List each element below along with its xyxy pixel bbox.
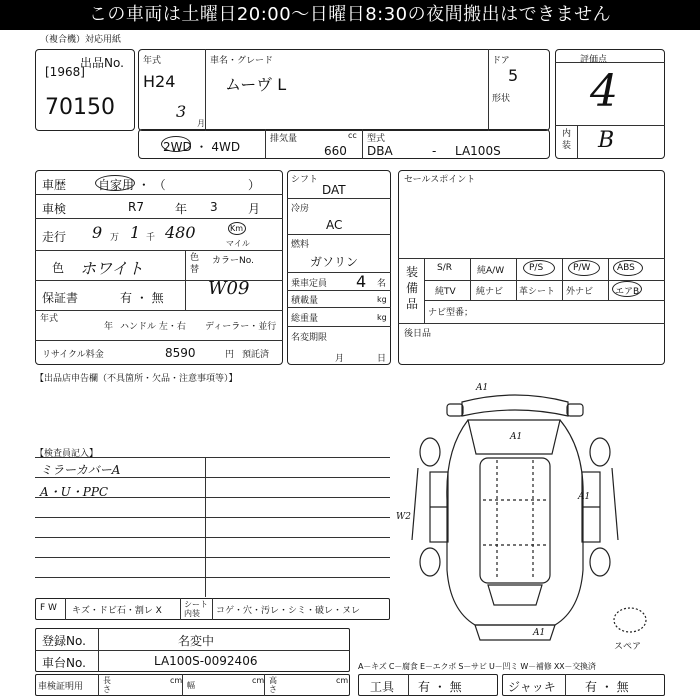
seller-notes-label: 【出品店申告欄（不具箇所・欠品・注意事項等）】 [35,374,238,384]
displacement-label: 排気量 [270,134,298,144]
equip-tv: 純TV [435,287,456,297]
displacement-unit: cc [348,131,357,140]
mark-left: W2 [396,512,411,522]
postscript-label: 後日品 [404,329,432,339]
equip-alloy: 純A/W [477,266,505,276]
load-unit: kg [377,295,387,304]
grade-label: 評価点 [580,55,608,65]
mileage-unit2: 千 [146,233,156,243]
equip-ps: P/S [529,263,544,273]
tools-label: 工具 [370,680,395,694]
recycle-label: リサイクル料金 [42,350,104,360]
dealer-options: ディーラー・並行 [205,322,277,332]
name-change-label: 名変期限 [291,333,328,343]
doors-value: 5 [508,66,519,85]
inspector-note-2: A・U・PPC [40,485,109,499]
inspector-note-1: ミラーカバーA [40,463,121,477]
year-label: 年式 [143,56,162,66]
jack-label: ジャッキ [508,680,556,694]
aircon-value: AC [326,218,343,232]
mark-rear: A1 [533,628,546,638]
color-no-label: カラーNo. [212,256,254,266]
name-change-day: 日 [377,354,387,364]
year-month-unit: 月 [197,119,205,128]
inspector-label: 【検査員記入】 [35,449,99,459]
chassis-label: 車台No. [42,656,86,670]
shift-value: DAT [322,183,346,197]
equip-abs: ABS [617,263,635,273]
lot-code: [1968] [45,65,85,79]
mileage-unit1: 万 [110,233,120,243]
left-year-label: 年式 [40,314,59,324]
type-dash: - [432,144,437,158]
gross-unit: kg [377,313,387,322]
width-label: 幅 [187,681,195,690]
handle-options: ハンドル 左・右 [120,322,186,332]
inspection-year-unit: 年 [175,202,188,216]
name-change-month: 月 [335,354,345,364]
tools-value: 有 ・ 無 [418,680,462,694]
drive-options: 2WD ・ 4WD [163,140,241,154]
fw-label: F W [40,603,57,613]
seat-items: コゲ・穴・汚レ・シミ・破レ・ヌレ [216,606,361,616]
doors-label: ドア [492,56,510,66]
night-delivery-banner: この車両は土曜日20:00～日曜日8:30の夜間搬出はできません [0,0,700,30]
mileage-label: 走行 [42,230,67,244]
fuel-value: ガソリン [310,255,359,269]
damage-legend: A－キズ C－腐食 E－エクボ S－サビ U－凹ミ W－補修 XX－交換済 [358,662,596,671]
year-value: H24 [143,72,176,91]
navi-model-label: ナビ型番； [428,308,474,318]
shape-label: 形状 [492,94,511,104]
equip-navi: 純ナビ [476,287,504,297]
recycle-unit: 円 [225,350,235,360]
seat-label: シート内装 [184,600,208,618]
equip-sr: S/R [437,263,452,273]
registration-status: 名変中 [178,634,215,648]
mileage-km: Km [230,224,244,233]
color-no-value: W09 [208,278,250,299]
mileage-val3: 480 [165,223,196,242]
equip-ext-navi: 外ナビ [566,287,594,297]
grade-value: 4 [590,66,618,117]
history-value: 自家用 ・ （ [98,178,166,192]
mileage-val2: 1 [130,223,141,242]
sales-point-label: セールスポイント [404,175,476,185]
history-label: 車歴 [42,178,67,192]
capacity-unit: 名 [377,279,387,289]
recycle-deposit: 預託済 [242,350,270,360]
lot-label: 出品No. [80,56,124,70]
history-close: ） [248,178,261,192]
inspection-label: 車検 [42,202,67,216]
shift-label: シフト [291,175,319,185]
capacity-value: 4 [356,272,367,291]
equipment-label: 装備品 [406,265,419,311]
color-label: 色 [52,261,65,275]
capacity-label: 乗車定員 [291,279,328,289]
spare-label: スペア [614,642,642,652]
width-unit: cm [252,676,265,685]
gross-label: 総重量 [291,314,319,324]
interior-value: B [598,128,615,153]
load-label: 積載量 [291,296,319,306]
mileage-val1: 9 [92,223,103,242]
mark-front: A1 [476,383,489,393]
jack-value: 有 ・ 無 [585,680,629,694]
color-value: ホワイト [80,259,144,278]
interior-label: 内装 [562,129,572,151]
inspection-month-unit: 月 [248,202,261,216]
height-unit: cm [336,676,349,685]
warranty-value: 有 ・ 無 [120,291,164,305]
mark-roof: A1 [510,432,523,442]
aircon-label: 冷房 [291,204,310,214]
equip-leather: 革シート [519,287,556,297]
size-label: 車検証明用 [38,682,84,692]
left-year-unit: 年 [104,322,114,332]
warranty-label: 保証書 [42,291,79,305]
equip-airbag: エアB [615,287,640,297]
registration-label: 登録No. [42,634,86,648]
type-prefix: DBA [367,144,393,158]
lot-number: 70150 [45,95,115,120]
height-label: 高さ [269,676,277,694]
equip-pw: P/W [573,263,591,273]
year-month: 3 [176,102,187,121]
repaint-label: 色替 [190,253,200,275]
mark-right: A1 [578,492,591,502]
length-unit: cm [170,676,183,685]
recycle-value: 8590 [165,346,196,360]
length-label: 長さ [103,676,111,694]
chassis-value: LA100S-0092406 [154,654,258,668]
form-subheader: （複合機）対応用紙 [40,35,122,45]
model-label: 車名・グレード [210,56,274,66]
model-name: ムーヴ L [225,75,287,94]
fw-items: キズ・ドビ石・割レ X [72,606,162,616]
inspection-month: 3 [210,200,218,214]
mileage-mile: マイル [226,239,250,248]
details-table [35,170,283,365]
type-label: 型式 [367,134,386,144]
fuel-label: 燃料 [291,240,310,250]
type-code: LA100S [455,144,501,158]
displacement-value: 660 [324,144,347,158]
inspection-year: R7 [128,200,144,214]
